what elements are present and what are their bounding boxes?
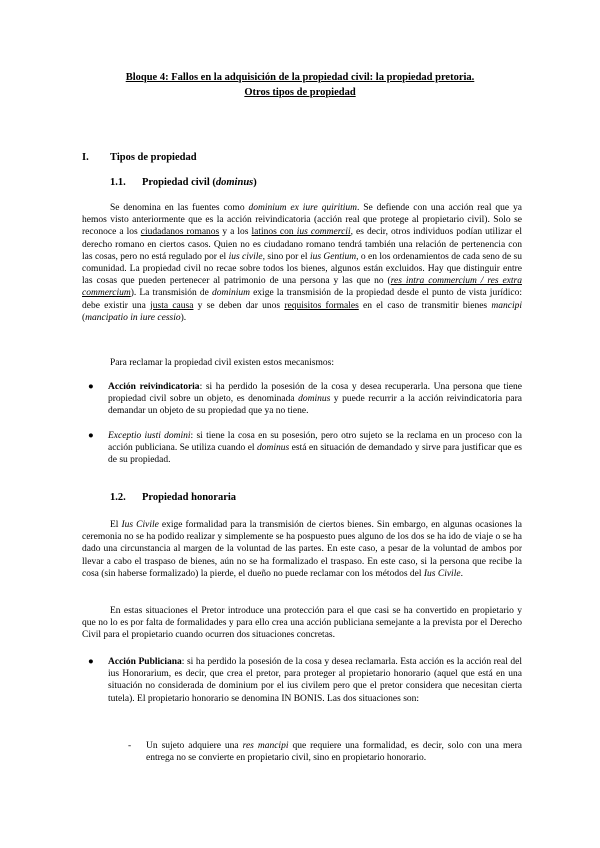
dash-marker: - bbox=[128, 741, 132, 751]
subsection-label-em: dominus bbox=[215, 177, 254, 188]
list-item-accion-publiciana: ● Acción Publiciana: si ha perdido la posesión de la cosa y desea reclamarla. Esta acción es la acción real del ius Honorarium, es decir, que crea el pretor, para proteger al propietario honorario (aquel que está en una situación no considerada de dominium por el ius civilem pero que el pretor considera que necesitan cierta tutela). El propietario honorario se denomina IN BONIS. Las dos situaciones son: bbox=[88, 657, 522, 704]
section-number: I. bbox=[82, 152, 89, 163]
section-heading-tipos bbox=[82, 152, 197, 163]
list-item-accion-reivindicatoria: ● Acción reivindicatoria: si ha perdido la posesión de la cosa y desea recuperarla. Una persona que tiene propiedad civil sobre un objeto, es denominada dominus y puede recurrir a la acción reivindicatoria para demandar un objeto de su propiedad que ya no tiene. bbox=[88, 382, 522, 417]
bullet-dot-icon: ● bbox=[88, 382, 94, 392]
paragraph-propiedad-civil: Se denomina en las fuentes como dominium ex iure quiritium. Se defiende con una acción real que ya hemos visto anteriormente que es la acción reivindicatoria (acción real que protege al propietario civil). Solo se reconoce a los ciudadanos romanos y a los latinos con ius commercii, es decir, otros individuos podían utilizar el derecho romano en ciertos casos. Quien no es ciudadano romano tendrá también una relación de pertenencia con las cosas, pero no está regulado por el ius civile, sino por el ius Gentium, o en los ordenamientos de cada seno de su comunidad. La propiedad civil no recae sobre todos los bienes, algunos están excluidos. Hay que distinguir entre las cosas que pueden pertenecer al patrimonio de una persona y las que no (res intra commercium / res extra commercium). La transmisión de dominium exige la transmisión de la propiedad desde el punto de vista jurídico: debe existir una justa causa y se deben dar unos requisitos formales en el caso de transmitir bienes mancipi (mancipatio in iure cessio). bbox=[82, 203, 522, 323]
subsection-number: 1.2. bbox=[110, 492, 126, 503]
subsection-heading-honoraria bbox=[110, 492, 236, 503]
section-label: Tipos de propiedad bbox=[110, 152, 197, 163]
subsection-heading-civil bbox=[110, 177, 257, 188]
paragraph-pretor: En estas situaciones el Pretor introduce una protección para el que casi se ha convertido en propietario y que no lo es por falta de formalidades y para ello crea una acción publiciana semejante a la prevista por el Derecho Civil para el propietario cuando ocurren dos situaciones concretas. bbox=[82, 606, 522, 641]
subsection-label-end: ) bbox=[253, 177, 257, 188]
list-item-exceptio-iusti-domini: ● Exceptio iusti domini: si tiene la cosa en su posesión, pero otro sujeto se la reclama en un proceso con la acción publiciana. Se utiliza cuando el dominus está en situación de demandado y sirve para justificar que es de su propiedad. bbox=[88, 431, 523, 466]
subsection-label: Propiedad civil ( bbox=[142, 177, 216, 188]
bullet-dot-icon: ● bbox=[88, 431, 94, 441]
paragraph-propiedad-honoraria: El Ius Civile exige formalidad para la transmisión de ciertos bienes. Sin embargo, en algunas ocasiones la ceremonia no se ha podido realizar y simplemente se ha pospuesto pues alguno de los dos se ha ido de viaje o se ha dado una circunstancia al margen de la voluntad de las partes. En este caso, a pesar de la voluntad de ambos por llevar a cabo el traspaso de bienes, aún no se ha formalizado el traspaso. En este caso, si la persona que recibe la cosa (sin haberse formalizado) la pierde, el dueño no puede reclamar con los métodos del Ius Civile. bbox=[82, 520, 522, 579]
subsection-number: 1.1. bbox=[110, 177, 126, 188]
document-title bbox=[60, 70, 540, 100]
title-line-2: Otros tipos de propiedad bbox=[244, 87, 356, 98]
bullet-dot-icon: ● bbox=[88, 657, 94, 667]
title-line-1: Bloque 4: Fallos en la adquisición de la propiedad civil: la propiedad pretoria. bbox=[125, 72, 475, 83]
list-item-res-mancipi: - Un sujeto adquiere una res mancipi que requiere una formalidad, es decir, solo con una mera entrega no se convierte en propietario civil, sino en propietario honorario. bbox=[128, 741, 522, 764]
subsection-label: Propiedad honoraria bbox=[142, 492, 237, 503]
paragraph-mecanismos: Para reclamar la propiedad civil existen estos mecanismos: bbox=[110, 358, 334, 368]
